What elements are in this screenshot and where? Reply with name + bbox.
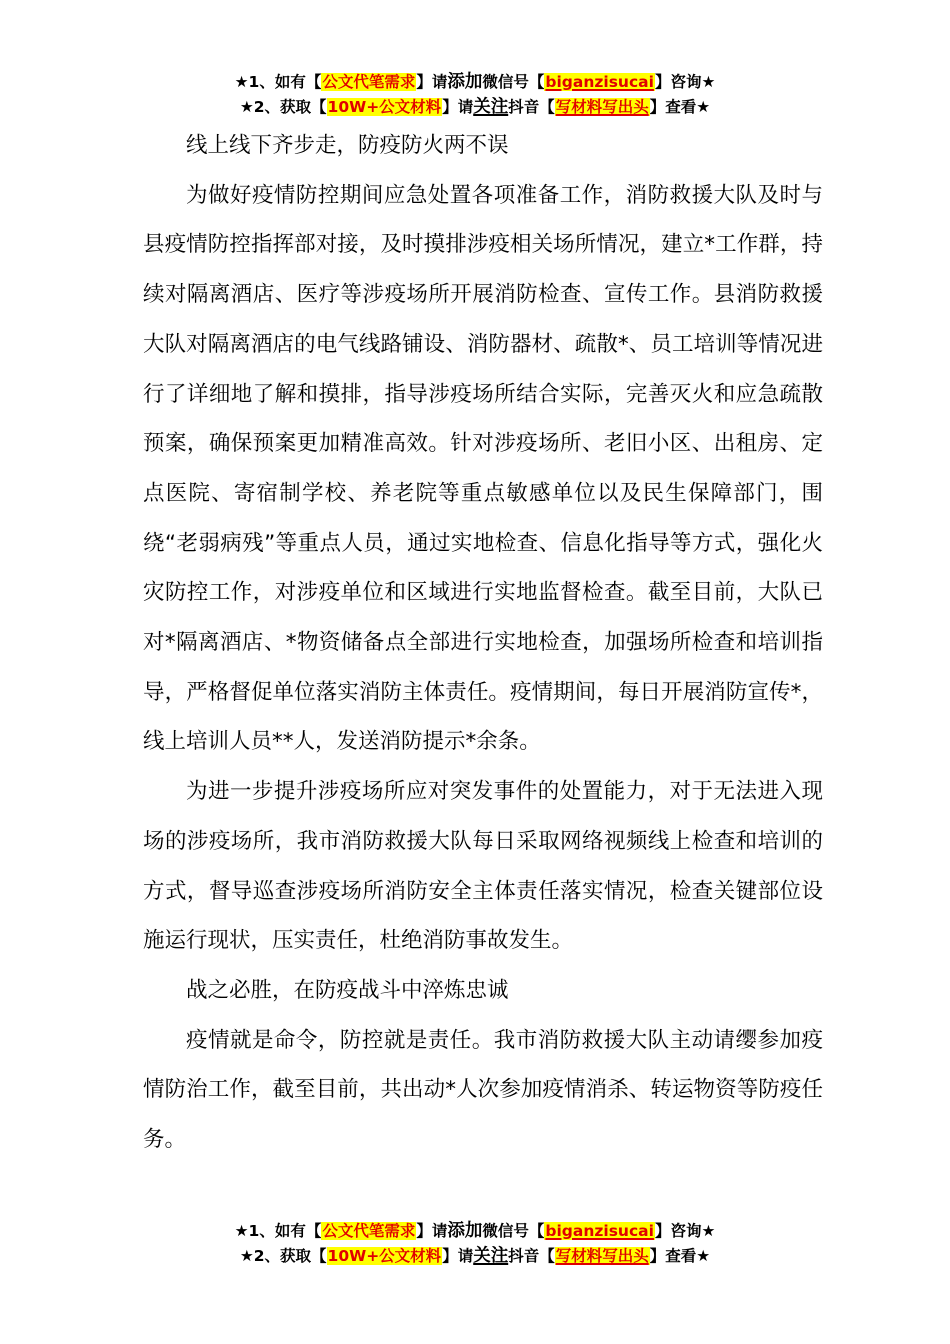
header-banner xyxy=(0,70,950,120)
banner-text: 抖音【 xyxy=(508,98,555,116)
highlight-douyin-account: 写材料写出头 xyxy=(555,1247,649,1265)
banner-line-1 xyxy=(0,1219,950,1244)
banner-text: 】咨询★ xyxy=(654,73,716,91)
highlight-service: 公文代笔需求 xyxy=(322,1222,416,1240)
body-paragraph: 为做好疫情防控期间应急处置各项准备工作，消防救援大队及时与县疫情防控指挥部对接，及时摸排涉疫相关场所情况，建立*工作群，持续对隔离酒店、医疗等涉疫场所开展消防检查、宣传工作。县消防救援大队对隔离酒店的电气线路铺设、消防器材、疏散*、员工培训等情况进行了详细地了解和摸排，指导涉疫场所结合实际，完善灭火和应急疏散预案，确保预案更加精准高效。针对涉疫场所、老旧小区、出租房、定点医院、寄宿制学校、养老院等重点敏感单位以及民生保障部门，围绕“老弱病残”等重点人员，通过实地检查、信息化指导等方式，强化火灾防控工作，对涉疫单位和区域进行实地监督检查。截至目前，大队已对*隔离酒店、*物资储备点全部进行实地检查，加强场所检查和培训指导，严格督促单位落实消防主体责任。疫情期间，每日开展消防宣传*，线上培训人员**人，发送消防提示*余条。 xyxy=(143,182,823,755)
footer-banner xyxy=(0,1219,950,1269)
banner-text: 微信号【 xyxy=(482,73,545,91)
banner-text: 】查看★ xyxy=(649,1247,711,1265)
banner-line-1 xyxy=(0,70,950,95)
banner-text: 微信号【 xyxy=(482,1222,545,1240)
body-paragraph: 为进一步提升涉疫场所应对突发事件的处置能力，对于无法进入现场的涉疫场所，我市消防救援大队每日采取网络视频线上检查和培训的方式，督导巡查涉疫场所消防安全主体责任落实情况，检查关键部位设施运行现状，压实责任，杜绝消防事故发生。 xyxy=(143,779,823,954)
highlight-service: 公文代笔需求 xyxy=(322,73,416,91)
banner-text: 】请 xyxy=(442,98,474,116)
section-heading: 战之必胜，在防疫战斗中淬炼忠诚 xyxy=(186,977,509,1003)
banner-line-2 xyxy=(0,1244,950,1269)
highlight-douyin-account: 写材料写出头 xyxy=(555,98,649,116)
banner-text: 】请 xyxy=(416,73,448,91)
highlight-wechat-id: biganzisucai xyxy=(545,1222,654,1240)
banner-text: 】查看★ xyxy=(649,98,711,116)
body-paragraph: 疫情就是命令，防控就是责任。我市消防救援大队主动请缨参加疫情防治工作，截至目前，共出动*人次参加疫情消杀、转运物资等防疫任务。 xyxy=(143,1027,823,1153)
banner-text: ★2、获取【 xyxy=(239,1247,327,1265)
banner-text: 】咨询★ xyxy=(654,1222,716,1240)
banner-text: 】请 xyxy=(442,1247,474,1265)
highlight-materials: 10W+公文材料 xyxy=(327,1247,442,1265)
banner-text: 抖音【 xyxy=(508,1247,555,1265)
banner-line-2 xyxy=(0,95,950,120)
section-heading: 线上线下齐步走，防疫防火两不误 xyxy=(186,133,509,158)
banner-emphasis: 添加 xyxy=(447,1221,483,1241)
banner-emphasis: 添加 xyxy=(447,72,483,92)
highlight-materials: 10W+公文材料 xyxy=(327,98,442,116)
banner-emphasis: 关注 xyxy=(473,97,509,117)
banner-text: ★1、如有【 xyxy=(234,73,322,91)
banner-text: ★1、如有【 xyxy=(234,1222,322,1240)
banner-text: 】请 xyxy=(416,1222,448,1240)
banner-emphasis: 关注 xyxy=(473,1246,509,1266)
banner-text: ★2、获取【 xyxy=(239,98,327,116)
document-body xyxy=(143,121,823,1165)
highlight-wechat-id: biganzisucai xyxy=(545,73,654,91)
